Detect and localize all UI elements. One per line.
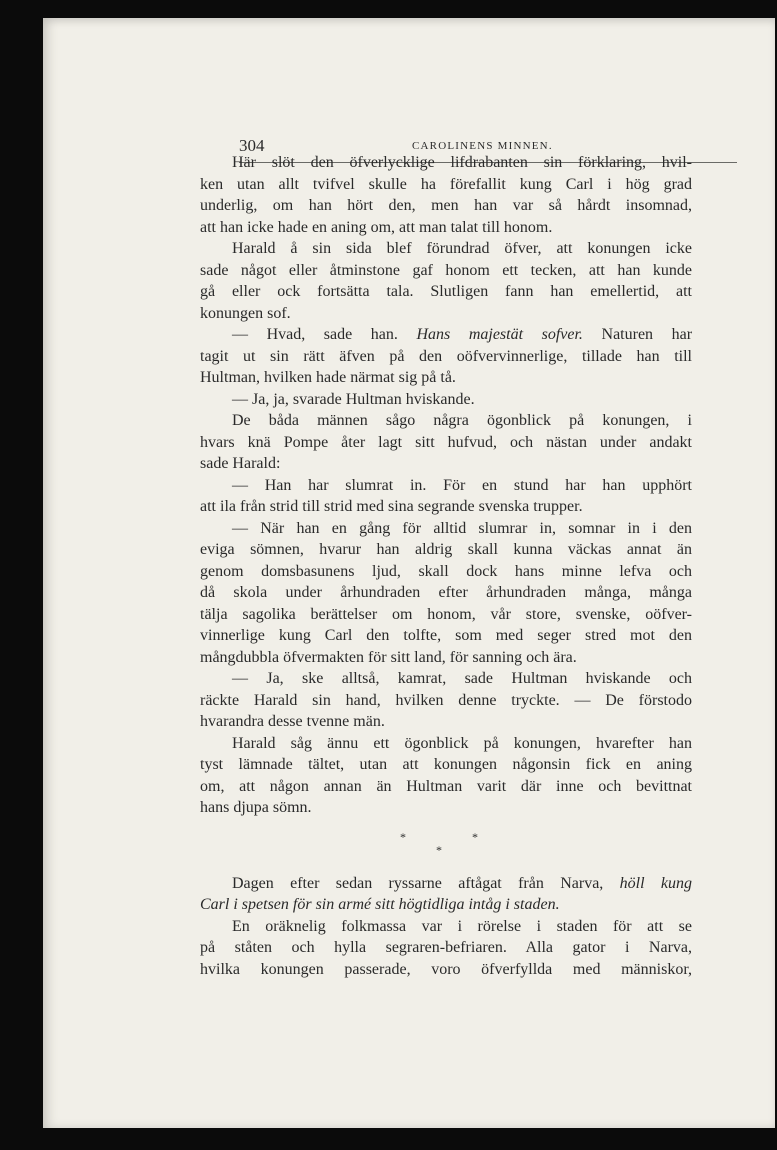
text-line: — Ja, ja, svarade Hultman hviskande.	[232, 390, 475, 408]
text-line: ken utan allt tvifvel skulle ha förefallit kung Carl i hög grad	[200, 175, 692, 193]
text-line: eviga sömnen, hvarur han aldrig skall kunna väckas annat än	[200, 541, 692, 558]
running-head: CAROLINENS MINNEN.	[412, 140, 553, 152]
paragraph	[200, 916, 692, 981]
text-segment: — Hvad, sade han.	[232, 326, 398, 343]
text-line: att han icke hade en aning om, att man talat till honom.	[200, 218, 553, 236]
text-line: — Han har slumrat in. För en stund har han upphört	[232, 476, 692, 494]
text-line: hvarandra desse tvenne män.	[200, 713, 385, 730]
text-line: Harald å sin sida blef förundrad öfver, att konungen icke	[232, 240, 692, 257]
asterisk: *	[436, 842, 442, 857]
text-segment: Naturen har	[601, 326, 693, 343]
text-line: sade något eller åtminstone gaf honom ett tecken, att han kunde	[200, 261, 692, 279]
paragraph	[200, 324, 692, 389]
section-separator	[200, 827, 692, 873]
text-line: om, att någon annan än Hultman varit där inne och bevittnat	[200, 777, 692, 795]
paragraph	[200, 238, 692, 324]
text-line: hvilka konungen passerade, voro öfverfyllda med människor,	[200, 960, 692, 978]
italic-line: Carl i spetsen för sin armé sitt högtidliga intåg i staden.	[200, 896, 560, 913]
text-line: Harald såg ännu ett ögonblick på konungen, hvarefter han	[232, 734, 692, 752]
text-line: hans djupa sömn.	[200, 799, 312, 816]
text-line: mångdubbla öfvermakten för sitt land, för sanning och ära.	[200, 648, 577, 666]
paragraph	[200, 152, 692, 238]
text-line: En oräknelig folkmassa var i rörelse i staden för att se	[232, 917, 692, 935]
body-text	[200, 152, 692, 980]
text-line: tagit ut sin rätt äfven på den oöfvervinnerlige, tillade han till	[200, 347, 692, 365]
italic-phrase: höll kung	[619, 874, 693, 892]
asterisk: *	[400, 829, 406, 844]
text-line: — När han en gång för alltid slumrar in, somnar in i den	[232, 519, 692, 537]
text-line: på ståten och hylla segraren-befriaren. Alla gator i Narva,	[200, 939, 692, 956]
text-line: — Ja, ske alltså, kamrat, sade Hultman hviskande och	[232, 670, 692, 687]
text-line: konungen sof.	[200, 304, 291, 322]
text-line: genom domsbasunens ljud, skall dock hans minne lefva och	[200, 562, 692, 580]
paragraph	[200, 733, 692, 819]
text-line: då skola under århundraden efter århundraden många, många	[200, 584, 692, 601]
text-segment: Dagen efter sedan ryssarne aftågat från Narva,	[232, 874, 604, 892]
text-line: tyst lämnade tältet, utan att konungen någonsin fick en aning	[200, 756, 692, 773]
paragraph	[200, 668, 692, 733]
paragraph	[200, 475, 692, 518]
text-line: Här slöt den öfverlycklige lifdrabanten sin förklaring, hvil-	[232, 154, 692, 171]
text-line: räckte Harald sin hand, hvilken denne tryckte. — De förstodo	[200, 691, 692, 709]
text-line: Hultman, hvilken hade närmat sig på tå.	[200, 369, 456, 386]
paragraph	[200, 410, 692, 475]
paragraph	[200, 518, 692, 669]
text-line: De båda männen sågo några ögonblick på konungen, i	[232, 412, 692, 429]
italic-phrase: Hans majestät sofver.	[416, 326, 583, 343]
asterisk: *	[472, 829, 478, 844]
paragraph	[200, 873, 692, 916]
text-line: hvars knä Pompe åter lagt sitt hufvud, och nästan under andakt	[200, 433, 692, 451]
text-line: sade Harald:	[200, 455, 281, 472]
text-line	[200, 324, 692, 346]
paragraph	[200, 389, 692, 411]
text-line	[200, 873, 692, 895]
page-number: 304	[239, 136, 265, 155]
text-line: tälja sagolika berättelser om honom, vår store, svenske, oöfver-	[200, 605, 692, 623]
text-line: att ila från strid till strid med sina segrande svenska trupper.	[200, 498, 583, 515]
text-line: underlig, om han hört den, men han var så hårdt insomnad,	[200, 197, 692, 214]
text-line: vinnerlige kung Carl den tolfte, som med seger stred mot den	[200, 627, 692, 644]
text-line: gå eller ock fortsätta tala. Slutligen fann han emellertid, att	[200, 283, 692, 300]
